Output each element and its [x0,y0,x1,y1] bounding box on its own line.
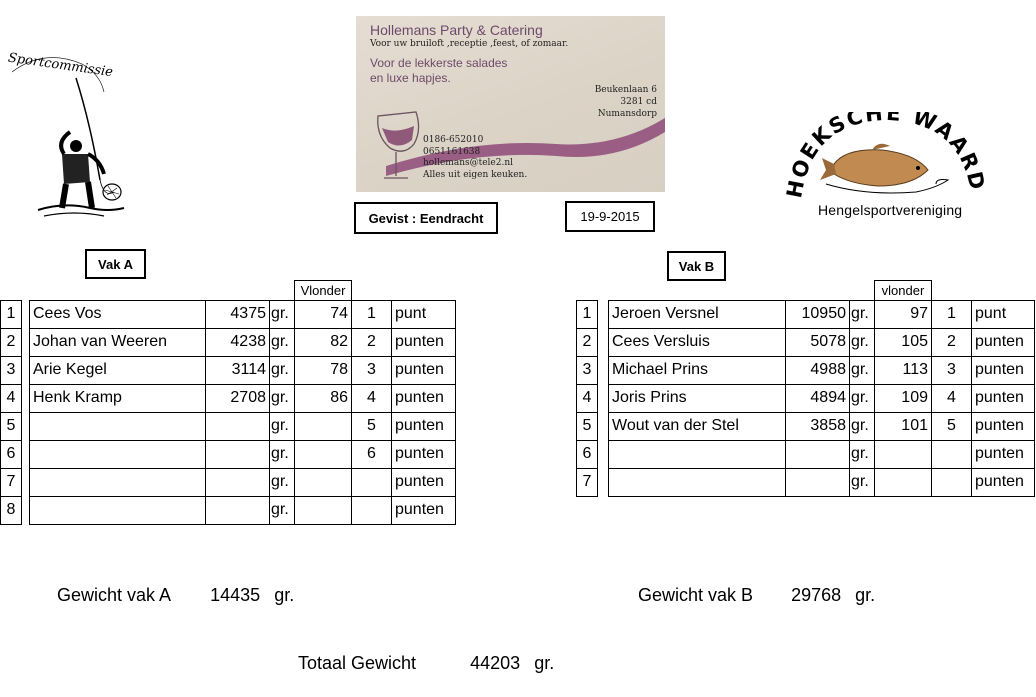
place-cell [931,440,972,469]
unit-cell: gr. [849,300,875,329]
row-number-cell: 1 [576,300,598,329]
points-cell: punten [391,440,456,469]
card-slogan: Alles uit eigen keuken. [423,169,528,180]
points-cell: punten [971,440,1035,469]
weight-cell: 3114 [205,356,270,385]
card-phone: 0651161638 [423,146,481,157]
logo-subtitle: Hengelsportvereniging [818,202,963,218]
unit-cell: gr. [269,412,295,441]
card-tagline: Voor uw bruiloft ,receptie ,feest, of zomaar. [370,39,569,49]
weight-cell: 10950 [785,300,850,329]
sportcommissie-logo [4,42,128,222]
points-cell: punten [971,412,1035,441]
points-cell: punten [971,384,1035,413]
vlonder-cell [294,468,352,497]
points-cell: punten [971,468,1035,497]
row-number-cell: 2 [0,328,22,357]
points-cell: punt [391,300,456,329]
angler-name-cell [29,412,206,441]
vlonder-cell [294,496,352,525]
vak-a-label: Vak A [85,249,146,279]
row-number-cell: 6 [0,440,22,469]
place-cell: 2 [931,328,972,357]
angler-name-cell: Wout van der Stel [608,412,786,441]
vlonder-cell: 86 [294,384,352,413]
unit-cell: gr. [849,328,875,357]
weight-cell [205,468,270,497]
weight-cell [785,468,850,497]
weight-cell: 2708 [205,384,270,413]
weight-cell: 4238 [205,328,270,357]
angler-name-cell: Cees Versluis [608,328,786,357]
unit-cell: gr. [269,384,295,413]
unit-cell: gr. [849,412,875,441]
vlonder-cell: 97 [874,300,932,329]
points-cell: punt [971,300,1035,329]
place-cell: 4 [351,384,392,413]
row-number-cell: 4 [0,384,22,413]
place-cell: 1 [351,300,392,329]
vlonder-cell: 82 [294,328,352,357]
total-unit: gr. [274,585,295,605]
angler-name-cell: Johan van Weeren [29,328,206,357]
angler-name-cell: Michael Prins [608,356,786,385]
svg-text:Sportcommissie: Sportcommissie [7,50,114,81]
row-number-cell: 4 [576,384,598,413]
points-cell: punten [391,328,456,357]
row-number-cell: 3 [576,356,598,385]
unit-cell: gr. [269,300,295,329]
card-address-line: 3281 cd [620,97,657,107]
card-email: hollemans@tele2.nl [423,158,514,168]
vlonder-cell: 105 [874,328,932,357]
vlonder-cell [294,412,352,441]
angler-name-cell: Jeroen Versnel [608,300,786,329]
card-contact [423,135,527,181]
angler-name-cell [608,468,786,497]
points-cell: punten [971,328,1035,357]
row-number-cell: 7 [0,468,22,497]
card-title: Hollemans Party & Catering [370,22,543,38]
card-address-line: Numansdorp [597,109,657,119]
angler-name-cell: Henk Kramp [29,384,206,413]
points-cell: punten [391,496,456,525]
row-number-cell: 5 [0,412,22,441]
vak-b-label: Vak B [667,251,726,281]
total-unit: gr. [534,653,555,673]
card-salads-line: Voor de lekkerste salades [370,56,508,70]
vlonder-cell: 74 [294,300,352,329]
card-address-line: Beukenlaan 6 [594,85,657,95]
place-cell: 1 [931,300,972,329]
total-vak-a-label: Gewicht vak A [57,585,171,605]
place-cell: 5 [931,412,972,441]
place-cell: 3 [931,356,972,385]
weight-cell: 5078 [785,328,850,357]
weight-cell [205,440,270,469]
place-cell [931,468,972,497]
angler-name-cell [29,468,206,497]
place-cell: 3 [351,356,392,385]
row-number-cell: 6 [576,440,598,469]
total-vak-b-label: Gewicht vak B [638,585,754,605]
place-cell [351,468,392,497]
row-number-cell: 7 [576,468,598,497]
row-number-cell: 8 [0,496,22,525]
place-cell: 6 [351,440,392,469]
vlonder-cell [874,468,932,497]
place-cell: 5 [351,412,392,441]
angler-name-cell [608,440,786,469]
points-cell: punten [391,356,456,385]
total-unit: gr. [855,585,876,605]
points-cell: punten [971,356,1035,385]
card-phone: 0186-652010 [423,135,484,145]
unit-cell: gr. [269,356,295,385]
unit-cell: gr. [269,328,295,357]
card-salads [370,56,570,86]
unit-cell: gr. [849,384,875,413]
weight-cell: 4894 [785,384,850,413]
hoeksche-waard-logo [786,112,986,224]
total-vak-a [57,585,294,606]
total-vak-a-value: 14435 [210,585,261,605]
weight-cell [785,440,850,469]
angler-name-cell [29,440,206,469]
weight-cell: 3858 [785,412,850,441]
unit-cell: gr. [849,356,875,385]
row-number-cell: 1 [0,300,22,329]
angler-name-cell: Cees Vos [29,300,206,329]
unit-cell: gr. [849,468,875,497]
unit-cell: gr. [269,468,295,497]
card-salads-line: en luxe hapjes. [370,71,451,85]
row-number-cell: 5 [576,412,598,441]
vlonder-cell [874,440,932,469]
date-box: 19-9-2015 [565,201,655,232]
vlonder-cell: 113 [874,356,932,385]
unit-cell: gr. [269,496,295,525]
total-vak-b-value: 29768 [791,585,842,605]
row-number-cell: 3 [0,356,22,385]
row-number-cell: 2 [576,328,598,357]
card-address [595,84,657,120]
points-cell: punten [391,468,456,497]
place-cell: 2 [351,328,392,357]
total-weight-label: Totaal Gewicht [298,653,417,673]
total-vak-b [638,585,875,606]
vlonder-cell: 109 [874,384,932,413]
fished-location-box: Gevist : Eendracht [354,202,498,234]
unit-cell: gr. [849,440,875,469]
total-weight [298,653,554,674]
unit-cell: gr. [269,440,295,469]
angler-name-cell: Joris Prins [608,384,786,413]
vlonder-header: Vlonder [294,280,352,301]
weight-cell [205,412,270,441]
weight-cell: 4988 [785,356,850,385]
vlonder-cell: 101 [874,412,932,441]
vlonder-cell [294,440,352,469]
points-cell: punten [391,412,456,441]
place-cell: 4 [931,384,972,413]
place-cell [351,496,392,525]
weight-cell [205,496,270,525]
points-cell: punten [391,384,456,413]
weight-cell: 4375 [205,300,270,329]
angler-name-cell [29,496,206,525]
sponsor-card [356,16,665,192]
svg-text:HOEKSCHE WAARD: OEKSCHE WAAR [786,112,985,182]
vlonder-header: vlonder [874,280,932,301]
angler-name-cell: Arie Kegel [29,356,206,385]
total-weight-value: 44203 [470,653,521,673]
vlonder-cell: 78 [294,356,352,385]
